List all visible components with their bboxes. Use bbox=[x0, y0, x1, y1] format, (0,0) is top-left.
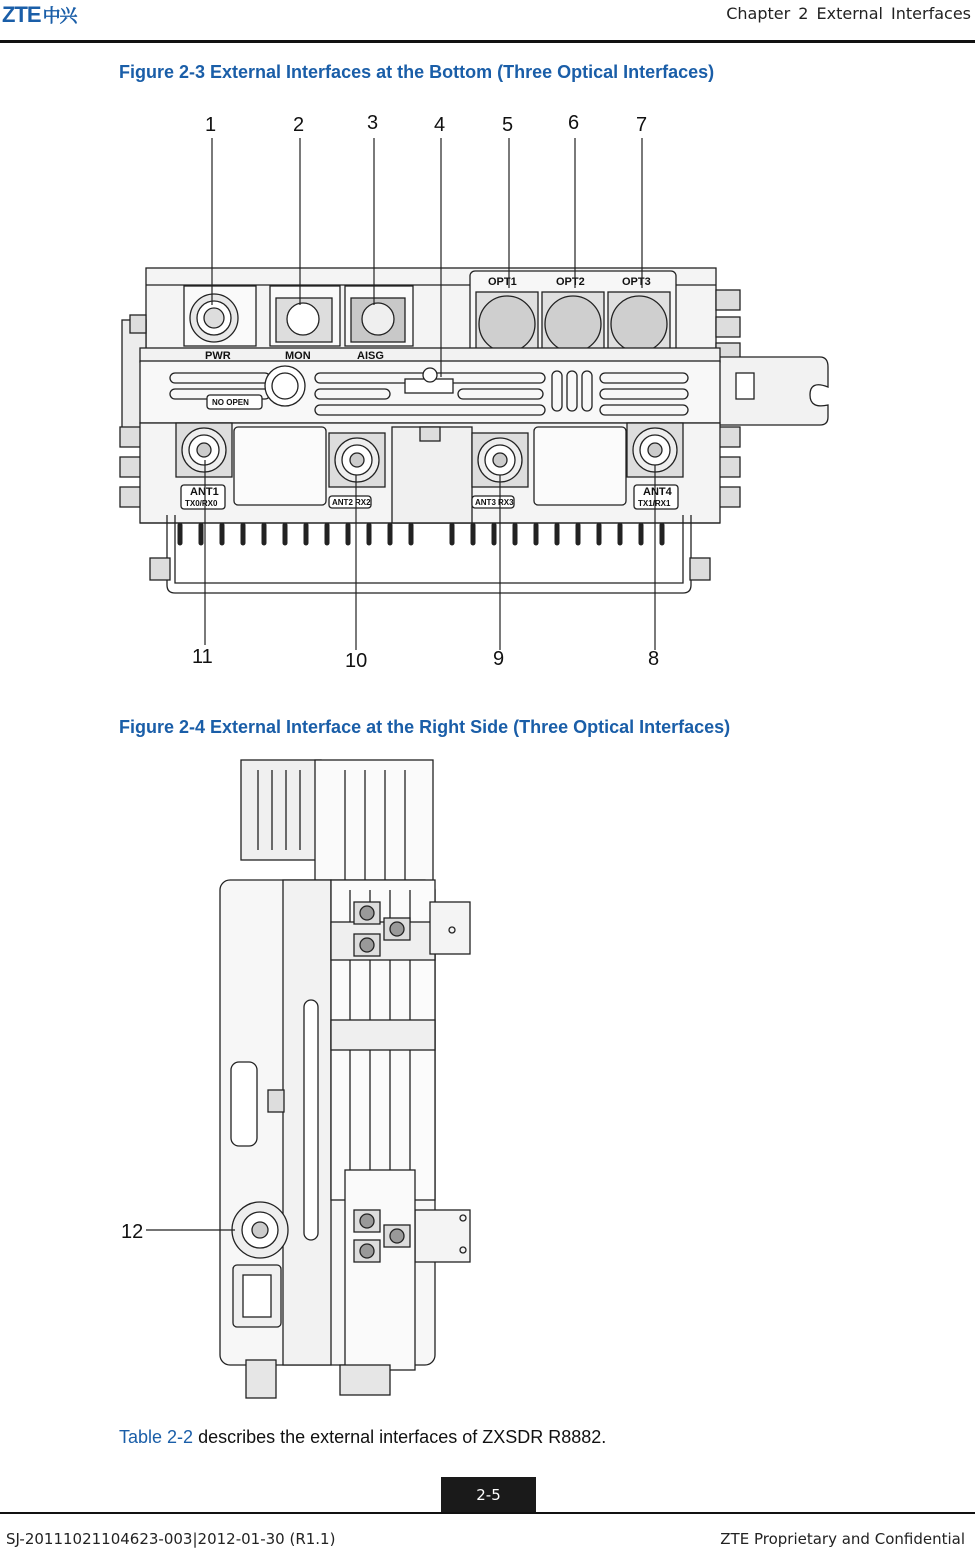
opt2-label: OPT2 bbox=[556, 276, 585, 288]
document-id: SJ-20111021104623-003|2012-01-30 (R1.1) bbox=[6, 1530, 336, 1548]
chapter-title: Chapter 2 External Interfaces bbox=[726, 4, 971, 23]
callout-10: 10 bbox=[345, 650, 368, 672]
table-2-2-link[interactable]: Table 2-2 bbox=[119, 1427, 194, 1447]
callout-11: 11 bbox=[192, 646, 213, 668]
callout-6: 6 bbox=[568, 112, 580, 134]
ant2-sub-label: RX2 bbox=[355, 498, 371, 507]
zte-logo bbox=[2, 2, 77, 28]
figure-2-4-caption: Figure 2-4 External Interface at the Right Side (Three Optical Interfaces) bbox=[119, 717, 731, 737]
callout-12: 12 bbox=[121, 1221, 144, 1243]
page-header bbox=[0, 0, 975, 42]
ant1-sub-label: TX0/RX0 bbox=[185, 499, 218, 508]
callout-8: 8 bbox=[648, 648, 660, 670]
bottom-interfaces-diagram bbox=[0, 105, 975, 675]
ant2-label: ANT2 bbox=[332, 498, 353, 507]
page-number: 2-5 bbox=[441, 1477, 536, 1513]
ant3-sub-label: RX3 bbox=[498, 498, 514, 507]
figure-2-3-caption: Figure 2-3 External Interfaces at the Bottom (Three Optical Interfaces) bbox=[119, 62, 715, 82]
opt3-label: OPT3 bbox=[622, 276, 651, 288]
logo-cn-text: 中兴 bbox=[42, 6, 77, 27]
ant3-label: ANT3 bbox=[475, 498, 496, 507]
right-side-diagram bbox=[0, 750, 975, 1400]
footer-rule bbox=[0, 1512, 975, 1514]
mon-label: MON bbox=[285, 350, 311, 362]
body-paragraph bbox=[119, 1427, 606, 1448]
aisg-label: AISG bbox=[357, 350, 384, 362]
callout-4: 4 bbox=[434, 114, 446, 136]
opt1-label: OPT1 bbox=[488, 276, 517, 288]
logo-text: ZTE bbox=[2, 2, 41, 27]
ant4-sub-label: TX1/RX1 bbox=[638, 499, 671, 508]
callout-2: 2 bbox=[293, 114, 305, 136]
pwr-label: PWR bbox=[205, 350, 231, 362]
callout-7: 7 bbox=[636, 114, 648, 136]
ant4-label: ANT4 bbox=[643, 486, 672, 498]
callout-9: 9 bbox=[493, 648, 505, 670]
body-paragraph-text: describes the external interfaces of ZXSDR R8882. bbox=[193, 1427, 607, 1447]
header-rule bbox=[0, 40, 975, 43]
callout-3: 3 bbox=[367, 112, 379, 134]
callout-1: 1 bbox=[205, 114, 217, 136]
proprietary-notice: ZTE Proprietary and Confidential bbox=[720, 1530, 965, 1548]
callout-5: 5 bbox=[502, 114, 514, 136]
no-open-label: NO OPEN bbox=[212, 398, 249, 407]
ant1-label: ANT1 bbox=[190, 486, 219, 498]
